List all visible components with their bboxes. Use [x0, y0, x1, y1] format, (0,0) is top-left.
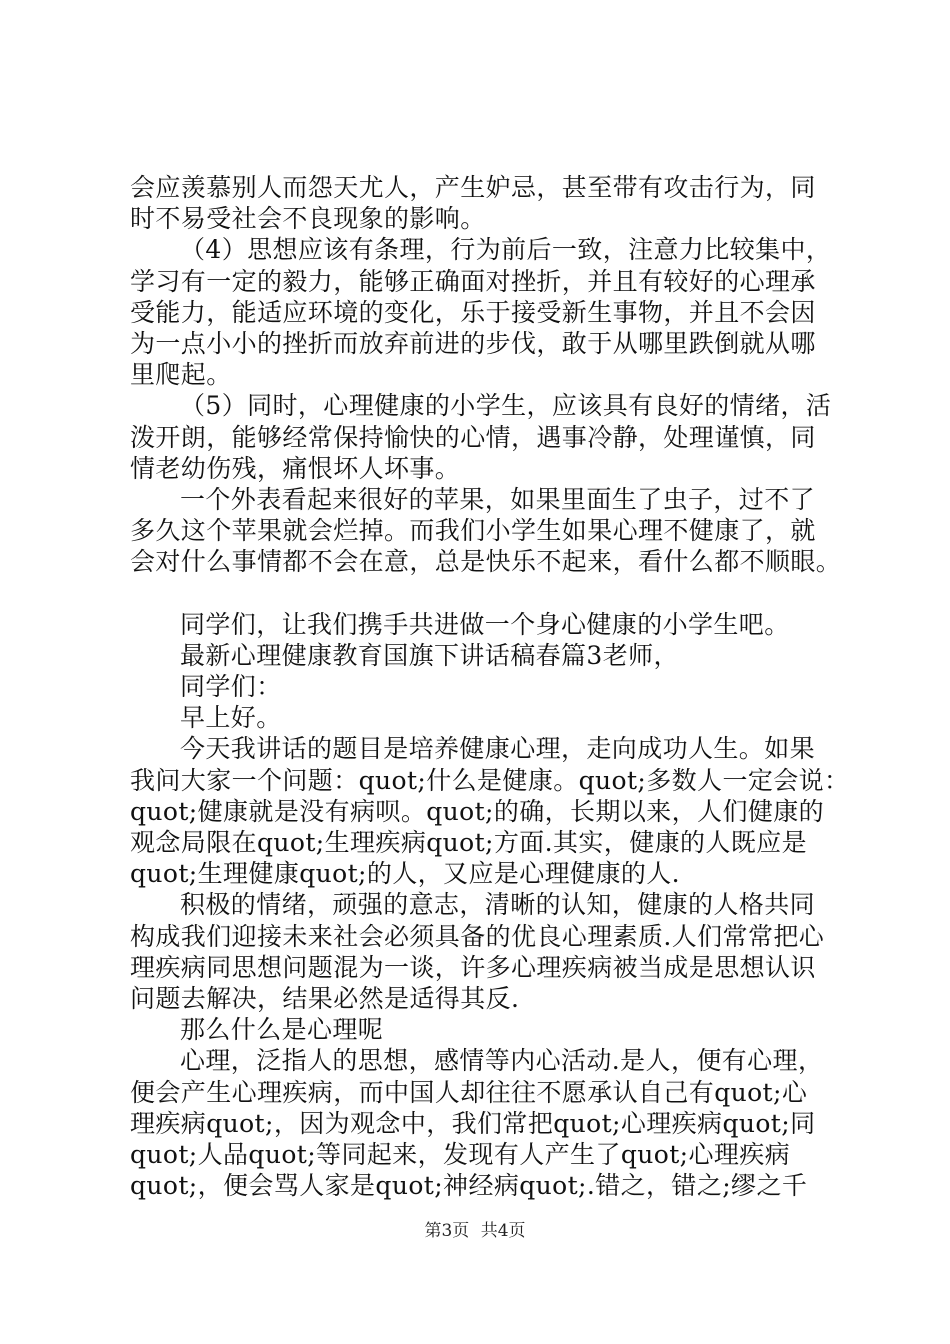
text-line: 学习有一定的毅力，能够正确面对挫折，并且有较好的心理承 — [130, 266, 816, 296]
text-line: 时不易受社会不良现象的影响。 — [130, 204, 486, 234]
paragraph-3 — [130, 390, 850, 484]
text-line: 情老幼伤残，痛恨坏人坏事。 — [130, 453, 461, 483]
salutation — [130, 671, 850, 702]
text-line: （4）思想应该有条理，行为前后一致，注意力比较集中， — [180, 235, 832, 265]
text-line: 泼开朗，能够经常保持愉快的心情，遇事冷静，处理谨慎，同 — [130, 422, 816, 452]
text-line: 构成我们迎接未来社会必须具备的优良心理素质.人们常常把心 — [130, 921, 825, 951]
text-line: 积极的情绪，顽强的意志，清晰的认知，健康的人格共同 — [180, 890, 816, 920]
text-line: 问题去解决，结果必然是适得其反. — [130, 984, 520, 1014]
text-line: 我问大家一个问题：quot;什么是健康。quot;多数人一定会说： — [130, 765, 850, 795]
paragraph-1 — [130, 172, 850, 234]
document-body — [130, 172, 850, 1202]
text-line: 为一点小小的挫折而放弃前进的步伐，敢于从哪里跌倒就从哪 — [130, 329, 816, 359]
text-line: 理疾病同思想问题混为一谈，许多心理疾病被当成是思想认识 — [130, 952, 816, 982]
text-line: quot;人品quot;等同起来，发现有人产生了quot;心理疾病 — [130, 1140, 791, 1170]
paragraph-4 — [130, 484, 850, 578]
paragraph-5 — [130, 609, 850, 640]
text-line: quot;健康就是没有病呗。quot;的确，长期以来，人们健康的 — [130, 796, 825, 826]
paragraph-2 — [130, 234, 850, 390]
text-line: 里爬起。 — [130, 360, 232, 390]
paragraph-9 — [130, 1045, 850, 1201]
greeting — [130, 702, 850, 733]
text-line: 同学们，让我们携手共进做一个身心健康的小学生吧。 — [180, 609, 790, 639]
text-line: quot;，便会骂人家是quot;神经病quot;.错之，错之;缪之千 — [130, 1171, 808, 1201]
text-line: 会应羡慕别人而怨天尤人，产生妒忌，甚至带有攻击行为，同 — [130, 173, 816, 202]
page-total: 共4页 — [480, 1221, 526, 1241]
text-line: 同学们： — [180, 672, 282, 702]
text-line: 早上好。 — [180, 703, 282, 733]
text-line: 受能力，能适应环境的变化，乐于接受新生事物，并且不会因 — [130, 297, 816, 327]
text-line: 最新心理健康教育国旗下讲话稿春篇3老师， — [180, 640, 679, 670]
text-line: 理疾病quot;，因为观念中，我们常把quot;心理疾病quot;同 — [130, 1108, 816, 1138]
text-line: 多久这个苹果就会烂掉。而我们小学生如果心理不健康了，就 — [130, 516, 816, 546]
text-line: （5）同时，心理健康的小学生，应该具有良好的情绪，活 — [180, 391, 832, 421]
text-line: 今天我讲话的题目是培养健康心理，走向成功人生。如果 — [180, 734, 816, 764]
paragraph-6 — [130, 733, 850, 889]
page-footer — [0, 1216, 950, 1241]
section-heading — [130, 640, 850, 671]
text-line: 会对什么事情都不会在意，总是快乐不起来，看什么都不顺眼。 — [130, 547, 842, 577]
text-line: 一个外表看起来很好的苹果，如果里面生了虫子，过不了 — [180, 485, 816, 515]
text-line: 便会产生心理疾病，而中国人却往往不愿承认自己有quot;心 — [130, 1077, 808, 1107]
paragraph-7 — [130, 889, 850, 1014]
page-number: 第3页 — [424, 1221, 470, 1241]
text-line: quot;生理健康quot;的人，又应是心理健康的人. — [130, 859, 680, 889]
text-line: 观念局限在quot;生理疾病quot;方面.其实，健康的人既应是 — [130, 828, 807, 858]
text-line: 那么什么是心理呢 — [180, 1015, 384, 1045]
text-line: 心理，泛指人的思想，感情等内心活动.是人，便有心理， — [180, 1046, 824, 1076]
paragraph-8 — [130, 1014, 850, 1045]
